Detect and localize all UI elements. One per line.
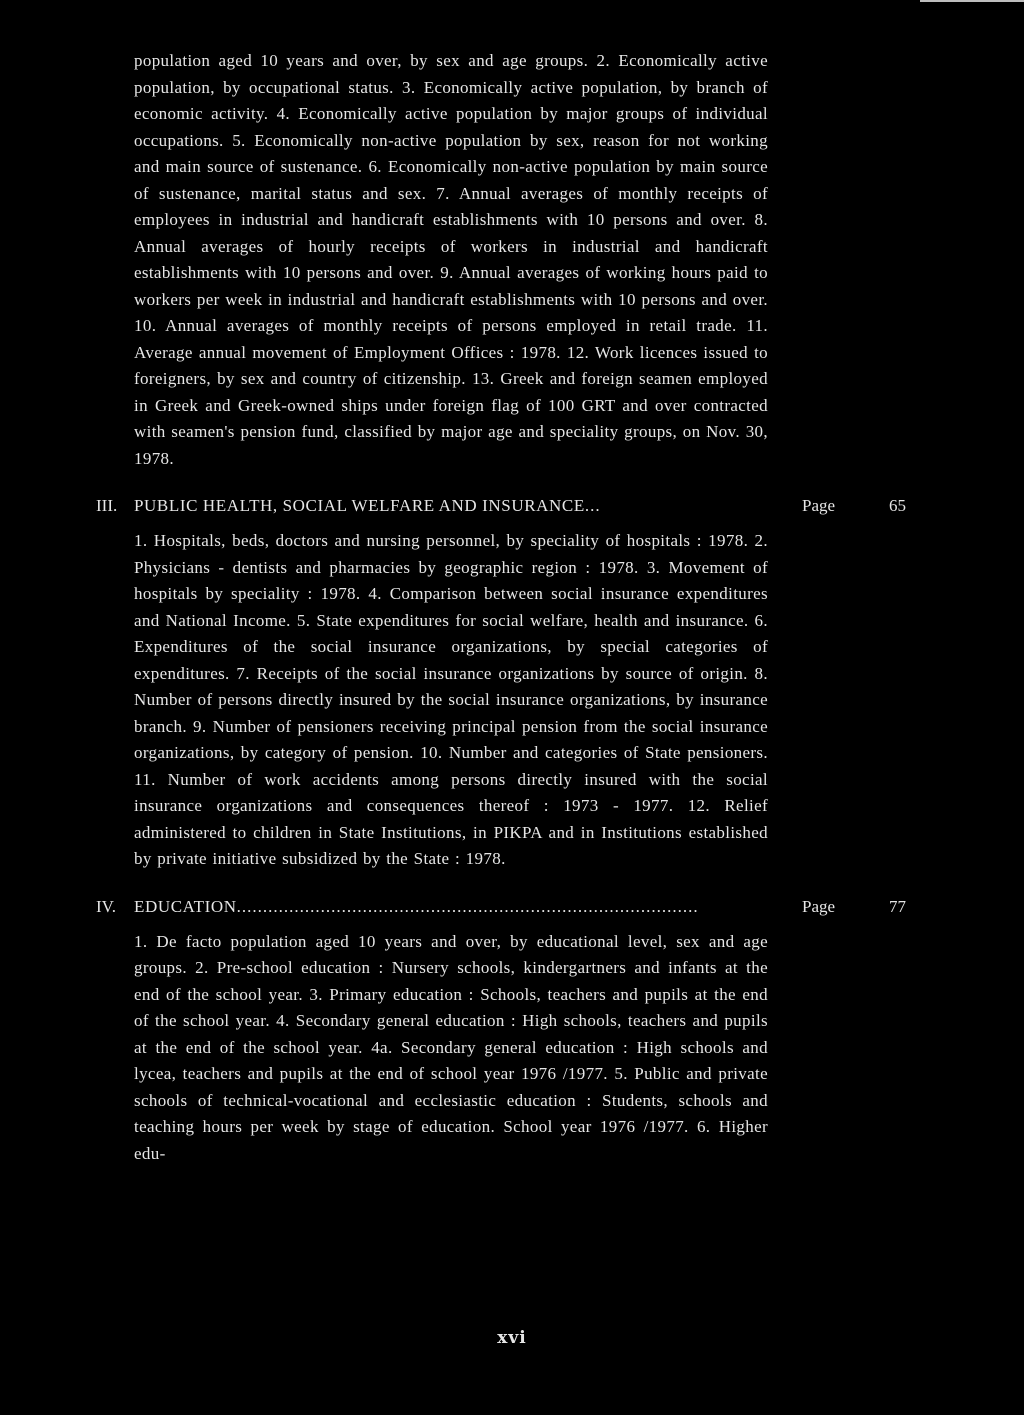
section-body-iv: 1. De facto population aged 10 years and over, by educational level, sex and age groups. 2. Pre-school education : Nursery schools, kindergartners and infants at the end of the school year. 3. Primary education : Schools, teachers and pupils at the end of the school year. 4. Secondary general education : High schools, teachers and pupils at the end of the school year. 4a. Secondary general education : High schools and lycea, teachers and pupils at the end of school year 1976 /1977. 5. Public and private schools of technical-vocational and ecclesiastic education : Students, schools and teaching hours per week by stage of education. School year 1976 /1977. 6. Higher edu- (134, 931, 768, 1163)
scan-edge-rule (920, 0, 1024, 2)
page-number: 65 (889, 496, 906, 515)
intro-paragraph: population aged 10 years and over, by sex and age groups. 2. Economically active population, by occupational status. 3. Economically active population, by branch of economic activity. 4. Economically active population by major groups of individual occupations. 5. Economically non-active population by sex, reason for not working and main source of sustenance. 6. Economically non-active population by main source of sustenance, marital status and sex. 7. Annual averages of monthly receipts of employees in industrial and handicraft establishments with 10 persons and over. 8. Annual averages of hourly receipts of workers in industrial and handicraft establishments with 10 persons and over. 9. Annual averages of working hours paid to workers per week in industrial and handicraft establishments with 10 persons and over. 10. Annual averages of monthly receipts of persons employed in retail trade. 11. Average annual movement of Employment Offices : 1978. 12. Work licences issued to foreigners, by sex and country of citizenship. 13. Greek and foreign seamen employed in Greek and Greek-owned ships under foreign flag of 100 GRT and over contracted with seamen's pension fund, classified by major age and speciality groups, on Nov. 30, 1978. (134, 51, 768, 468)
footer-page-number: xvi (497, 1328, 527, 1348)
section-heading-iv (0, 893, 1024, 921)
page-number: 77 (889, 896, 906, 916)
page-label: Page (802, 896, 836, 916)
section-title-text: PUBLIC HEALTH, SOCIAL WELFARE AND INSURANCE (134, 496, 585, 515)
document-page (0, 48, 1024, 1167)
dot-leader: ... (584, 496, 601, 515)
dot-leader: ........................................................................................ (236, 896, 699, 916)
section-title-text: EDUCATION (134, 896, 237, 916)
section-title (134, 893, 764, 921)
section-numeral: IV. (96, 896, 116, 916)
page-label: Page (802, 496, 836, 515)
section-numeral: III. (96, 496, 118, 515)
section-heading-iii (0, 492, 1024, 520)
section-body-iii: 1. Hospitals, beds, doctors and nursing personnel, by speciality of hospitals : 1978. 2. Physicians - dentists and pharmacies by geographic region : 1978. 3. Movement of hospitals by speciality : 1978. 4. Comparison between social insurance expenditures and National Income. 5. State expenditures for social welfare, health and insurance. 6. Expenditures of the social insurance organizations, by special categories of expenditures. 7. Receipts of the social insurance organizations by source of origin. 8. Number of persons directly insured by the social insurance organizations, by insurance branch. 9. Number of pensioners receiving principal pension from the social insurance organizations, by category of pension. 10. Number and categories of State pensioners. 11. Number of work accidents among persons directly insured with the social insurance organizations and consequences thereof : 1973 - 1977. 12. Relief administered to children in State Institutions, in PIKPA and in Institutions established by private initiative subsidized by the State : 1978. (134, 531, 768, 868)
section-title (134, 492, 764, 520)
